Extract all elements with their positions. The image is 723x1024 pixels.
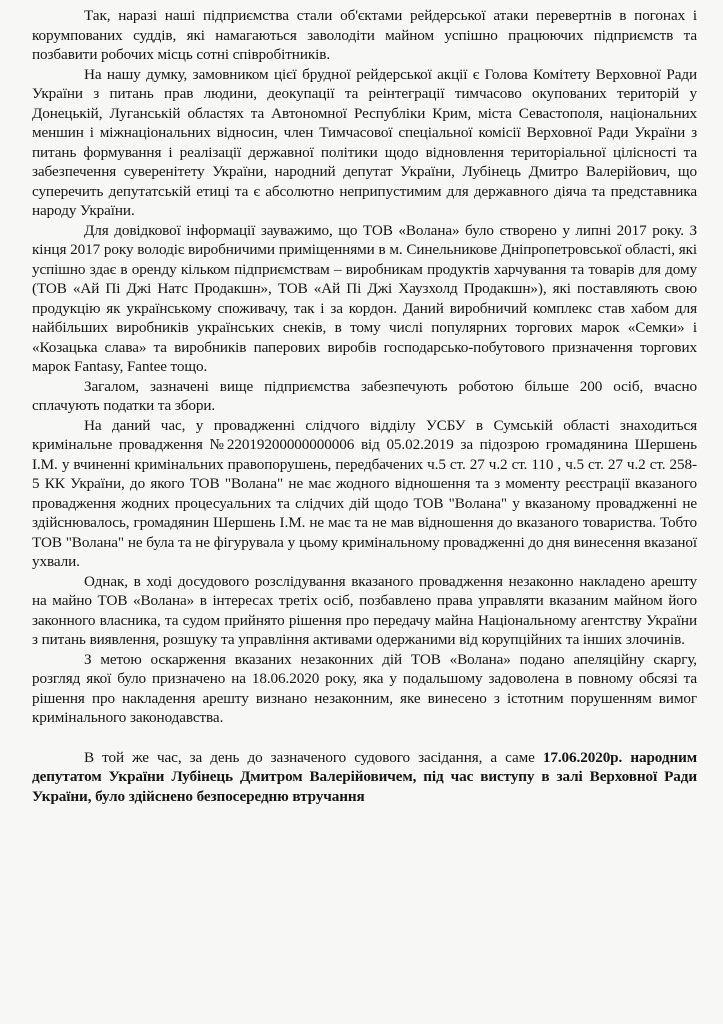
paragraph-final-lead: В той же час, за день до зазначеного судового засідання, а саме	[84, 748, 535, 766]
paragraph-5: На даний час, у провадженні слідчого відділу УСБУ в Сумській області знаходиться кримінальне провадження №22019200000000006 від 05.02.2019 за підозрою громадянина Шершень І.М. у вчиненні кримінальних правопорушень, передбачених ч.5 ст. 27 ч.2 ст. 110 , ч.5 ст. 27 ч.2 ст. 258-5 КК України, до якого ТОВ "Волана" не має жодного відношення та з моменту реєстрації вказаного провадження жодних процесуальних та слідчих дій щодо ТОВ "Волана" у вказаному провадженні не здійснювалось, громадянин Шершень І.М. не має та не мав відношення до вказаного товариства. Тобто ТОВ "Волана" не була та не фігурувала у цьому кримінальному провадженні до дня винесення вказаної ухвали.	[32, 416, 697, 570]
paragraph-4: Загалом, зазначені вище підприємства забезпечують роботою більше 200 осіб, вчасно сплачують податки та збори.	[32, 377, 697, 414]
paragraph-final-bold: 17.06.2020р. народним депутатом України Лубінець Дмитром Валерійовичем, під час виступу в залі Верховної Ради України, було здійснено безпосередню втручання	[32, 748, 697, 805]
paragraph-1: Так, наразі наші підприємства стали об'єктами рейдерської атаки перевертнів в погонах і корумпованих суддів, які намагаються заволодіти майном успішно працюючих підприємств та позбавити робочих місць сотні співробітників.	[32, 7, 697, 63]
paragraph-3: Для довідкової інформації зауважимо, що ТОВ «Волана» було створено у липні 2017 року. З кінця 2017 року володіє виробничими приміщеннями в м. Синельникове Дніпропетровської області, які успішно здає в оренду кільком підприємствам – виробникам продуктів харчування та товарів для дому (ТОВ «Ай Пі Джі Натс Продакшн», ТОВ «Ай Пі Джі Хаузхолд Продакшн»), які поставляють свою продукцію як українському споживачу, так і за кордон. Даний виробничий комплекс став хабом для найбільших виробників українських снеків, в тому числі популярних торгових марок «Семки» і «Козацька слава» та виробників паперових виробів господарсько-побутового призначення торгових марок Fantasy, Fantee тощо.	[32, 221, 697, 375]
paragraph-final	[32, 748, 697, 807]
paragraph-2: На нашу думку, замовником цієї брудної рейдерської акції є Голова Комітету Верховної Ради України з питань прав людини, деокупації та реінтеграції тимчасово окупованих територій у Донецькій, Луганській областях та Автономної Республіки Крим, міста Севастополя, національних меншин і міжнаціональних відносин, член Тимчасової спеціальної комісії Верховної Ради України з питань формування і реалізації державної політики щодо відновлення територіальної цілісності та забезпечення суверенітету України, народний депутат України, Лубінець Дмитро Валерійович, що суперечить депутатській етиці та є абсолютно неприпустимим для державного діяча та представника народу України.	[32, 65, 697, 219]
paragraph-6: Однак, в ході досудового розслідування вказаного провадження незаконно накладено арешту на майно ТОВ «Волана» в інтересах третіх осіб, позбавлено права управляти вказаним майном його законного власника, та судом прийнято рішення про передачу майна Національному агентству України з питань виявлення, розшуку та управління активами одержаними від корупційних та інших злочинів.	[32, 572, 697, 648]
paragraph-7: З метою оскарження вказаних незаконних дій ТОВ «Волана» подано апеляційну скаргу, розгляд якої було призначено на 18.06.2020 року, яка у подальшому задоволена в повному обсязі та рішення про накладення арешту визнано незаконним, яке винесено з істотним порушенням вимог кримінального законодавства.	[32, 650, 697, 726]
